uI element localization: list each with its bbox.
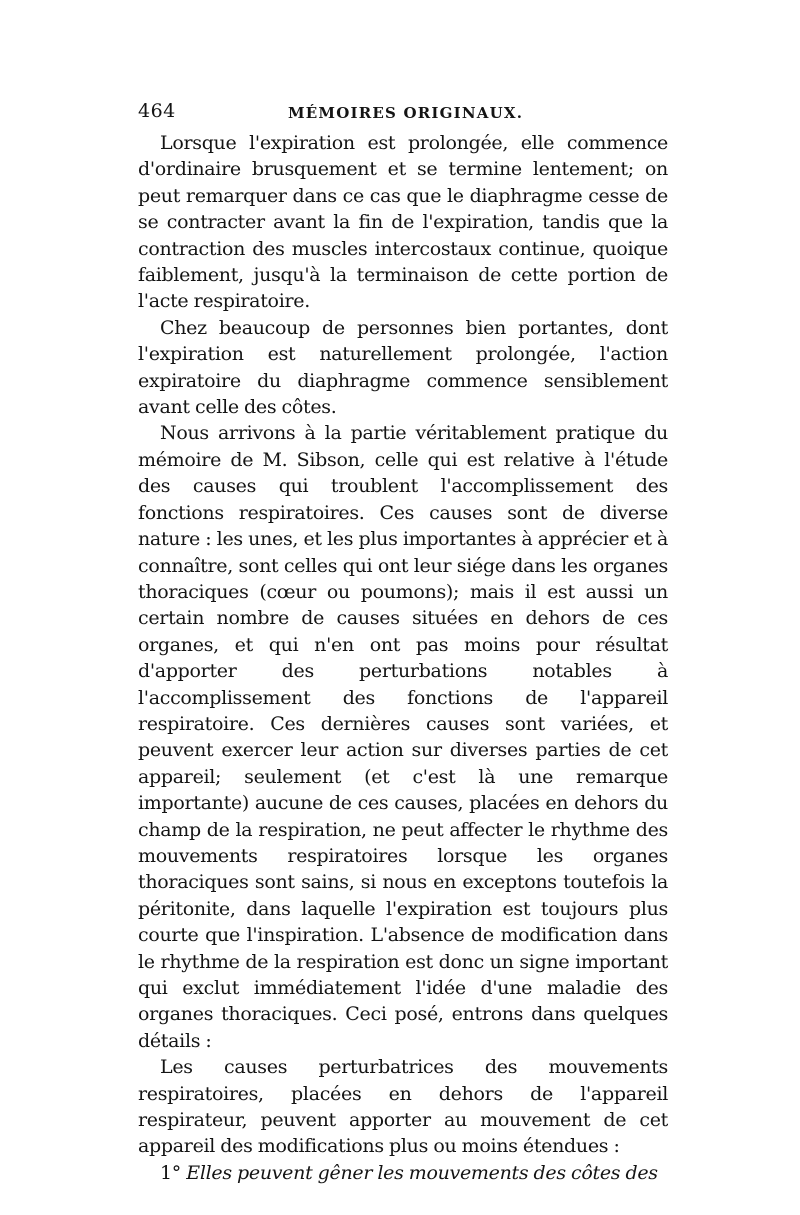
list-number: 1° xyxy=(160,1161,181,1184)
page-number: 464 xyxy=(138,100,176,122)
paragraph-healthy-persons: Chez beaucoup de personnes bien portantes, dont l'expiration est naturellement prolongée, l'action expiratoire du diaphragme commence sensiblement avant celle des côtes. xyxy=(138,316,668,419)
paragraph-perturbating-causes: Les causes perturbatrices des mouvements respiratoires, placées en dehors de l'appareil respirateur, peuvent apporter au mouvement de cet appareil des modifications plus ou moins étendues : xyxy=(138,1056,668,1158)
paragraph-expiration: Lorsque l'expiration est prolongée, elle commence d'ordinaire brusquement et se termine lentement; on peut remarquer dans ce cas que le diaphragme cesse de se contracter avant la fin de l'expiration, tandis que la contraction des muscles intercostaux continue, quoique faiblement, jusqu'à la terminaison de cette portion de l'acte respiratoire. xyxy=(138,132,668,313)
paragraph-causes: Nous arrivons à la partie véritablement pratique du mémoire de M. Sibson, celle qui est relative à l'étude des causes qui troublent l'accomplissement des fonctions respiratoires. Ces causes sont de diverse nature : les unes, et les plus importantes à apprécier et à connaître, sont celles qui ont leur siége dans les organes thoraciques (cœur ou poumons); mais il est aussi un certain nombre de causes situées en dehors de ces organes, et qui n'en ont pas moins pour résultat d'apporter des perturbations notables à l'accomplissement des fonctions de l'appareil respiratoire. Ces dernières causes sont variées, et peuvent exercer leur action sur diverses parties de cet appareil; seulement (et c'est là une remarque importante) aucune de ces causes, placées en dehors du champ de la respiration, ne peut affecter le rhythme des mouvements respiratoires lorsque les organes thoraciques sont sains, si nous en exceptons toutefois la péritonite, dans laquelle l'expiration est toujours plus courte que l'inspiration. L'absence de modification dans le rhythme de la respiration est donc un signe important qui exclut immédiatement l'idée d'une maladie des organes thoraciques. Ceci posé, entrons dans quelques détails : xyxy=(138,422,668,1052)
running-title: MÉMOIRES ORIGINAUX. xyxy=(288,104,524,122)
list-item-text: Elles peuvent gêner les mouvements des côtes des xyxy=(186,1161,658,1184)
paragraph-list-item-1 xyxy=(138,1160,668,1186)
running-head xyxy=(138,100,668,130)
book-page xyxy=(138,100,668,1186)
